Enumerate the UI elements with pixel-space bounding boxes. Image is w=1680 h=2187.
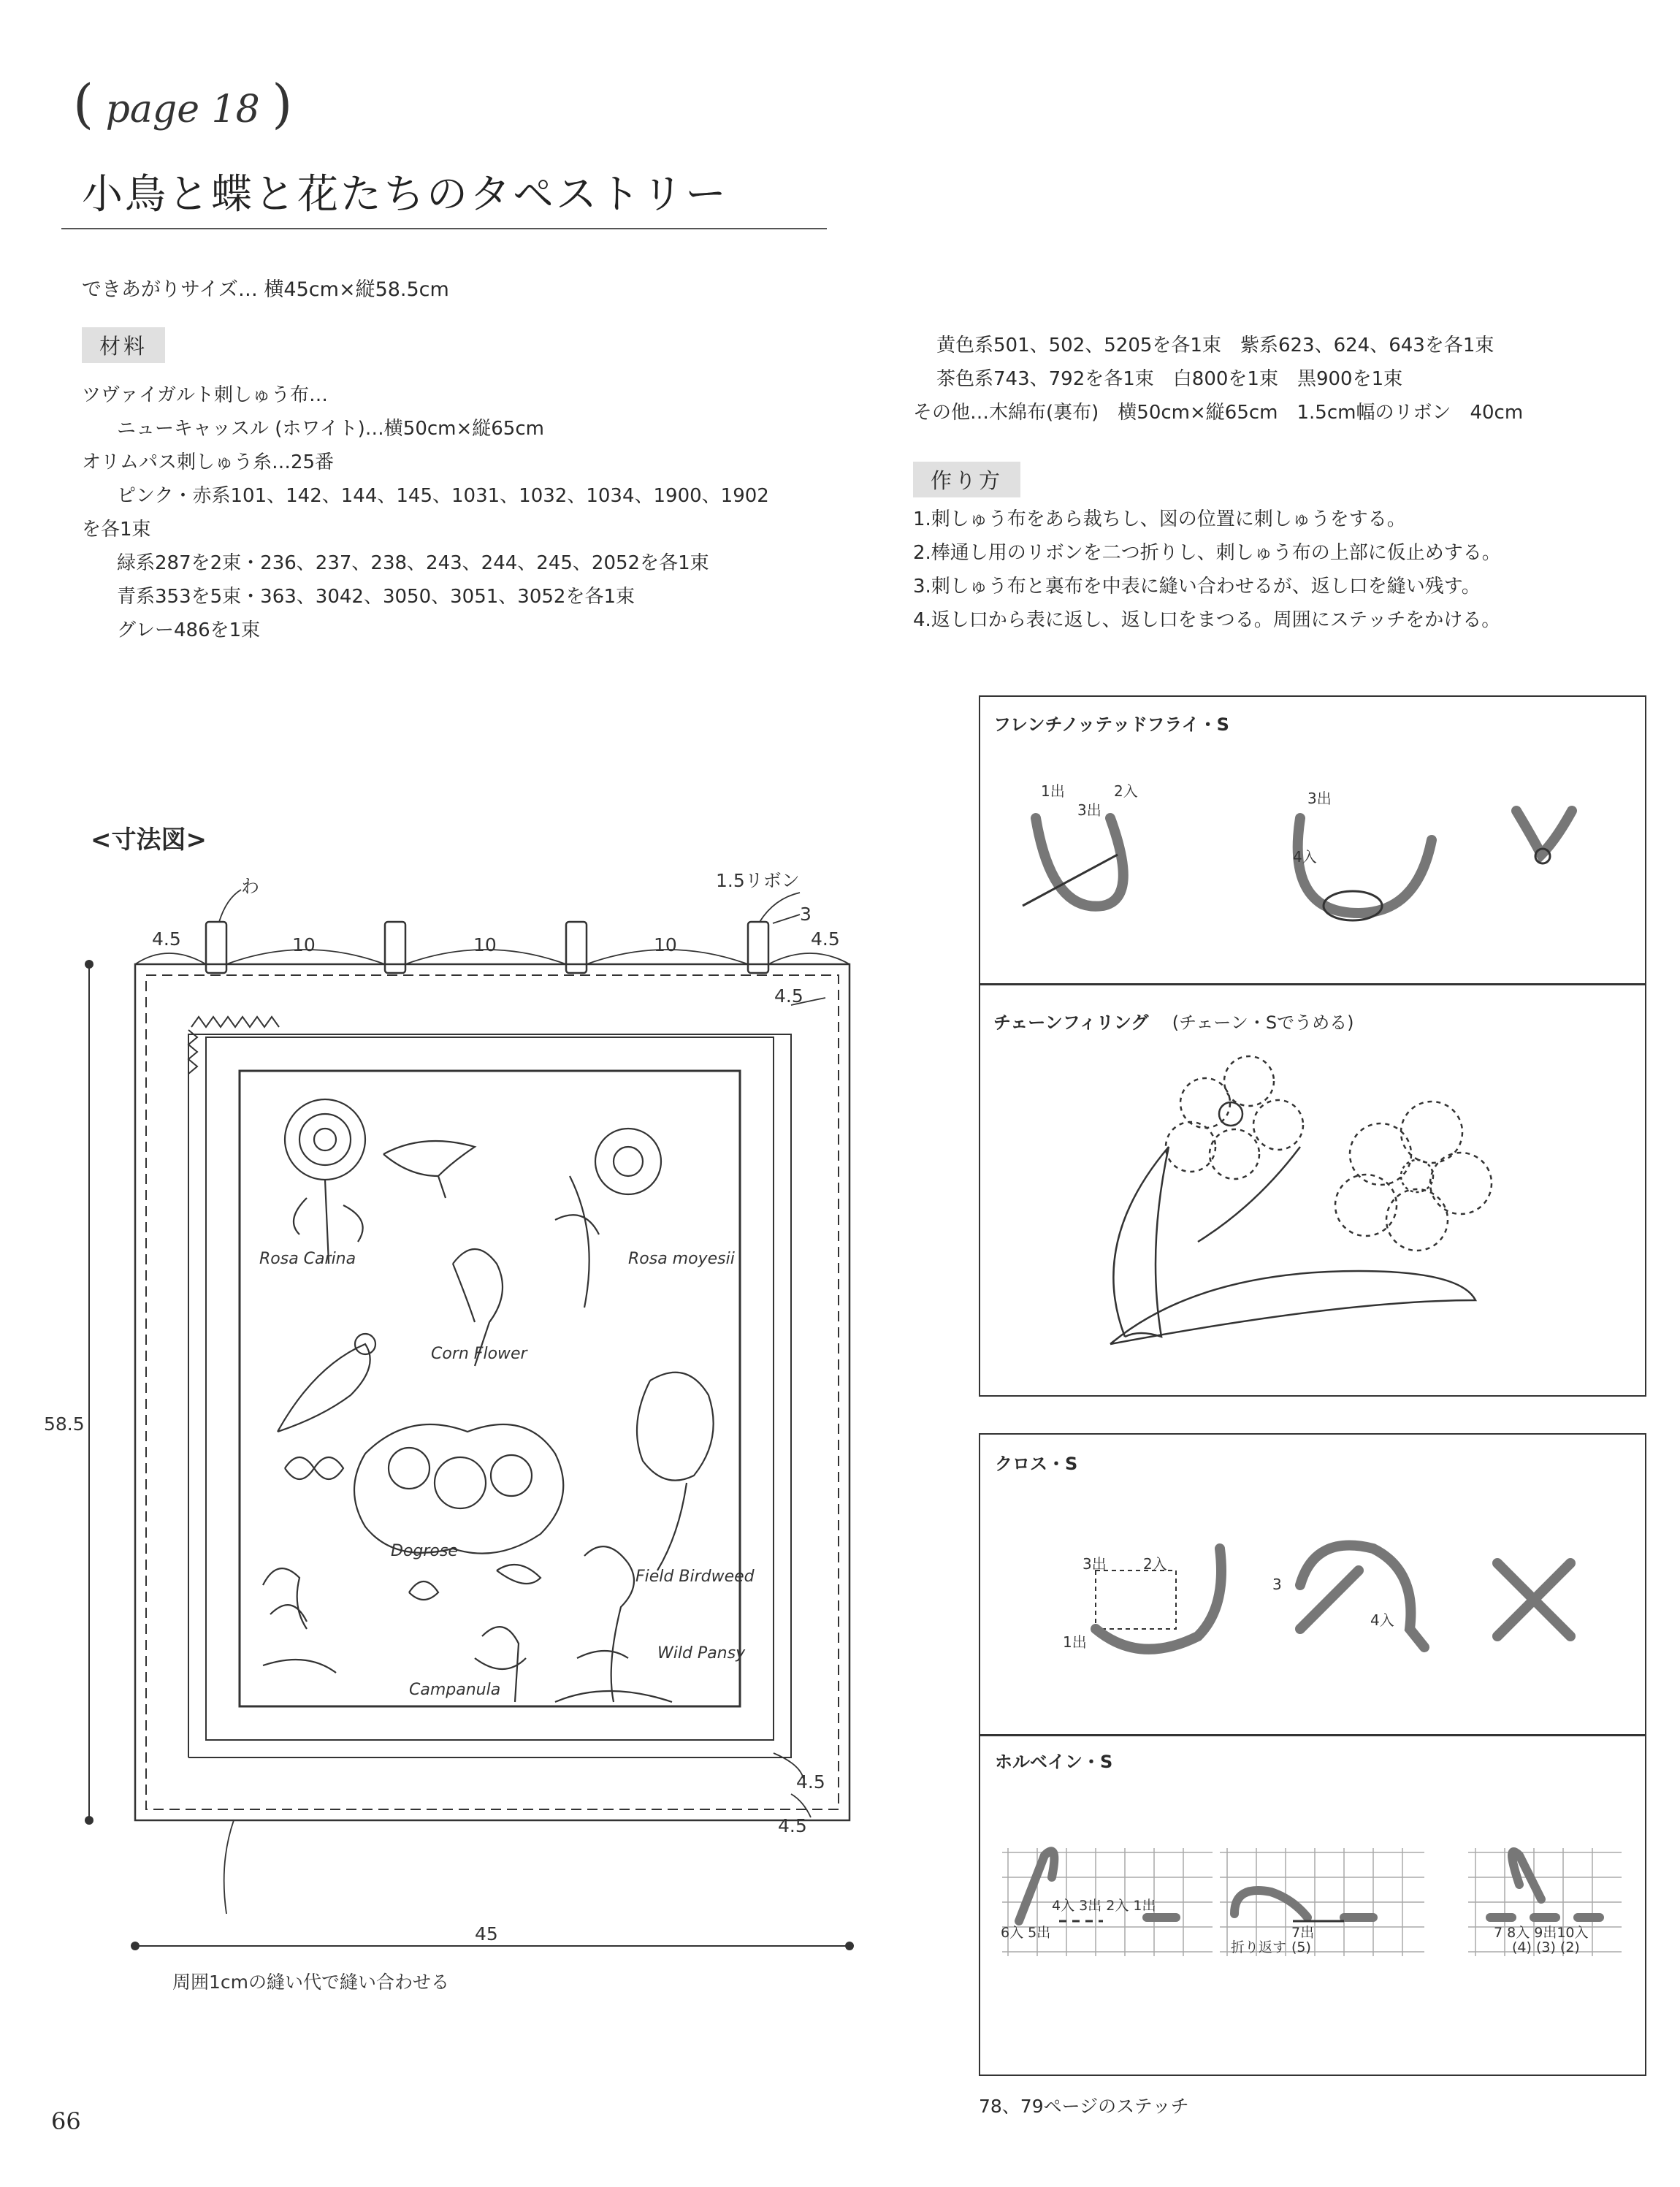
list-item: ニューキャッスル (ホワイト)…横50cm×縦65cm [117,418,544,440]
step-label: 3出 [1307,790,1332,807]
step-item: 3.刺しゅう布と裏布を中表に縫い合わせるが、返し口を縫い残す。 [913,576,1481,598]
title-divider [61,228,827,229]
step-label: 4入 [1370,1611,1394,1629]
zigzag-stitch [191,1017,279,1027]
list-item: グレー486を1束 [117,619,261,641]
page-number: 66 [51,2107,81,2135]
dim-gap: 10 [654,934,677,955]
list-item: 緑系287を2束・236、237、238、243、244、245、2052を各1束 [117,552,709,574]
holbein-stitch-title: ホルベイン・S [995,1752,1113,1772]
step-label: 3出 [1083,1555,1107,1573]
dim-ribbon-width: 3 [800,904,812,925]
dim-edge-left: 4.5 [152,928,181,950]
diagram-heading: <寸法図> [91,825,207,855]
method-heading: 作り方 [913,462,1020,497]
dim-inner-bottom: 4.5 [778,1815,807,1836]
plant-label: Rosa Carina [259,1250,356,1268]
step-label: 7 8入 9出10入 [1494,1925,1589,1941]
holbein-stitch-diagram [979,1812,1646,2060]
step-item: 2.棒通し用のリボンを二つ折りし、刺しゅう布の上部に仮止めする。 [913,542,1501,564]
ribbon-label: 1.5リボン [716,870,800,891]
embroidery-motifs [263,1099,714,1702]
dim-inner-top: 4.5 [774,985,803,1007]
step-label: 1出 [1041,782,1065,800]
french-knotted-fly-title: フレンチノッテッドフライ・S [993,714,1229,735]
dim-height: 58.5 [44,1413,85,1435]
step-item: 1.刺しゅう布をあら裁ちし、図の位置に刺しゅうをする。 [913,508,1406,530]
step-label: 1出 [1063,1633,1087,1651]
step-label: (4) (3) (2) [1512,1939,1580,1955]
page-reference: ( page 18 ) [73,73,293,134]
chain-filling-title: チェーンフィリング (チェーン・Sでうめる) [993,1012,1354,1033]
ribbon-loop [385,922,405,973]
materials-heading: 材料 [82,327,165,363]
list-item: オリムパス刺しゅう糸…25番 [82,451,335,473]
ribbon-loop [566,922,587,973]
list-item: ツヴァイガルト刺しゅう布… [82,384,328,406]
plant-label: Dogrose [391,1542,458,1560]
step-label: 7出 [1291,1925,1315,1941]
step-label: 3 [1272,1576,1282,1593]
list-item: を各1束 [82,519,151,541]
step-label: (5) [1291,1939,1311,1955]
embroidery-frame [240,1071,740,1706]
stitch-footnote: 78、79ページのステッチ [979,2096,1189,2117]
panel-divider [979,983,1646,985]
step-label: 4入 [1293,848,1317,866]
plant-label: Rosa moyesii [628,1250,735,1268]
list-item: その他…木綿布(裏布) 横50cm×縦65cm 1.5cm幅のリボン 40cm [913,402,1524,424]
seam-note: 周囲1cmの縫い代で縫い合わせる [172,1972,450,1993]
ribbon-loop [206,922,226,973]
dimension-diagram [0,855,891,2009]
border-middle [206,1037,774,1740]
list-item: 青系353を5束・363、3042、3050、3051、3052を各1束 [117,586,635,608]
finished-size: できあがりサイズ… 横45cm×縦58.5cm [82,278,449,301]
plant-label: Wild Pansy [657,1644,746,1663]
ribbon-loop [748,922,768,973]
plant-label: Field Birdweed [635,1568,755,1586]
loop-label: わ [241,876,260,897]
dim-gap: 10 [292,934,316,955]
list-item: 茶色系743、792を各1束 白800を1束 黒900を1束 [936,368,1403,390]
step-label: 3出 [1077,801,1101,819]
step-label: 2入 [1114,782,1138,800]
dim-gap: 10 [473,934,497,955]
page-title: 小鳥と蝶と花たちのタペストリー [82,171,728,218]
dim-edge-right: 4.5 [811,928,840,950]
plant-label: Corn Flower [431,1345,527,1363]
step-label: 折り返す [1231,1939,1287,1955]
method-steps [913,503,1501,637]
step-label: 2入 [1143,1555,1167,1573]
cross-stitch-diagram [979,1519,1646,1724]
panel-divider [979,1734,1646,1736]
dim-width: 45 [475,1923,498,1944]
step-label: 4入 3出 2入 1出 [1052,1898,1156,1914]
french-knotted-fly-diagram [979,774,1646,979]
list-item: 黄色系501、502、5205を各1束 紫系623、624、643を各1束 [936,335,1494,356]
step-label: 6入 5出 [1001,1925,1051,1941]
materials-list-continued [913,329,1523,430]
dim-inner-bottom: 4.5 [796,1771,825,1793]
chain-filling-diagram [979,1052,1646,1388]
materials-list [82,378,769,647]
list-item: ピンク・赤系101、142、144、145、1031、1032、1034、1900、1902 [117,485,769,507]
plant-label: Campanula [409,1681,501,1699]
cross-stitch-title: クロス・S [995,1454,1078,1474]
step-item: 4.返し口から表に返し、返し口をまつる。周囲にステッチをかける。 [913,609,1501,631]
